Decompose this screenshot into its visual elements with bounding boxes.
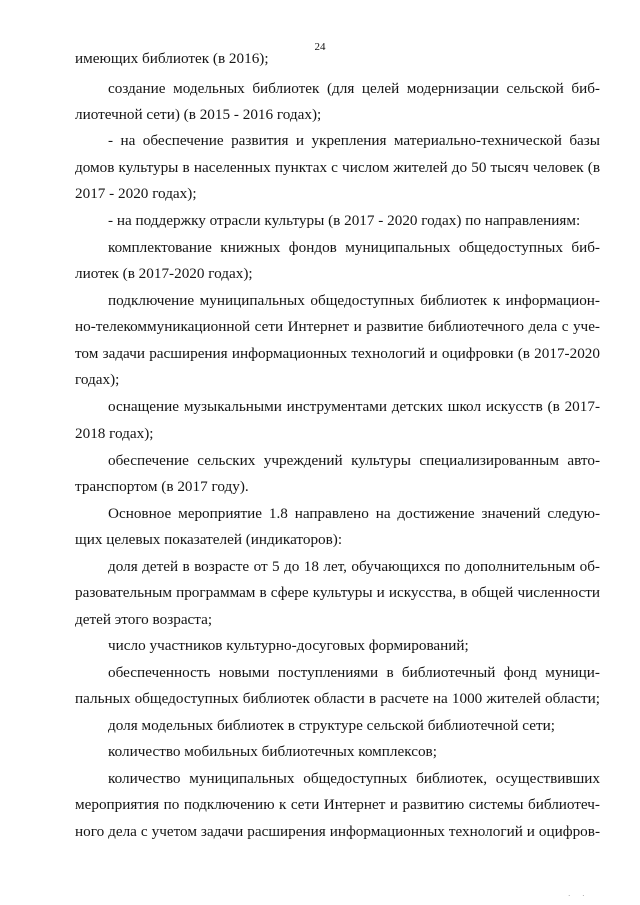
text-line: - на обеспечение развития и укрепления материально-технической базы xyxy=(108,132,600,149)
text-line: годах); xyxy=(75,371,120,388)
text-line: лиотечной сети) (в 2015 - 2016 годах); xyxy=(75,106,322,123)
text-line: детей этого возраста; xyxy=(75,611,213,628)
text-line: разовательным программам в сфере культуры и искусства, в общей численности xyxy=(75,584,600,601)
text-line: - на поддержку отрасли культуры (в 2017 - 2020 годах) по направлениям: xyxy=(108,212,581,229)
text-line: создание модельных библиотек (для целей модернизации сельской биб- xyxy=(108,80,600,97)
text-line: лиотек (в 2017-2020 годах); xyxy=(75,265,253,282)
text-line: 2018 годах); xyxy=(75,425,154,442)
text-line: мероприятия по подключению к сети Интернет и развитию системы библиотеч- xyxy=(75,796,600,813)
page-number: 24 xyxy=(314,41,326,53)
scan-artifact-marks: · · xyxy=(568,892,590,900)
text-line: обеспеченность новыми поступлениями в библиотечный фонд муници- xyxy=(108,664,600,681)
text-line: домов культуры в населенных пунктах с числом жителей до 50 тысяч человек (в xyxy=(75,159,600,176)
text-line: количество муниципальных общедоступных библиотек, осуществивших xyxy=(108,770,600,787)
text-line: щих целевых показателей (индикаторов): xyxy=(75,531,343,548)
text-line: транспортом (в 2017 году). xyxy=(75,478,249,495)
text-line: число участников культурно-досуговых формирований; xyxy=(108,637,469,654)
text-line: Основное мероприятие 1.8 направлено на достижение значений следую- xyxy=(108,505,600,522)
text-line: подключение муниципальных общедоступных библиотек к информацион- xyxy=(108,292,600,309)
text-line: пальных общедоступных библиотек области в расчете на 1000 жителей области; xyxy=(75,690,600,707)
text-line: доля модельных библиотек в структуре сельской библиотечной сети; xyxy=(108,717,555,734)
text-line: 2017 - 2020 годах); xyxy=(75,185,197,202)
text-line: имеющих библиотек (в 2016); xyxy=(75,50,269,67)
text-line: обеспечение сельских учреждений культуры специализированным авто- xyxy=(108,452,600,469)
text-line: том задачи расширения информационных технологий и оцифровки (в 2017-2020 xyxy=(75,345,600,362)
text-line: оснащение музыкальными инструментами детских школ искусств (в 2017- xyxy=(108,398,600,415)
text-line: количество мобильных библиотечных комплексов; xyxy=(108,743,437,760)
text-line: но-телекоммуникационной сети Интернет и развитие библиотечного дела с уче- xyxy=(75,318,600,335)
text-line: комплектование книжных фондов муниципальных общедоступных биб- xyxy=(108,239,600,256)
text-line: доля детей в возрасте от 5 до 18 лет, обучающихся по дополнительным об- xyxy=(108,558,600,575)
text-line: ного дела с учетом задачи расширения информационных технологий и оцифров- xyxy=(75,823,600,840)
